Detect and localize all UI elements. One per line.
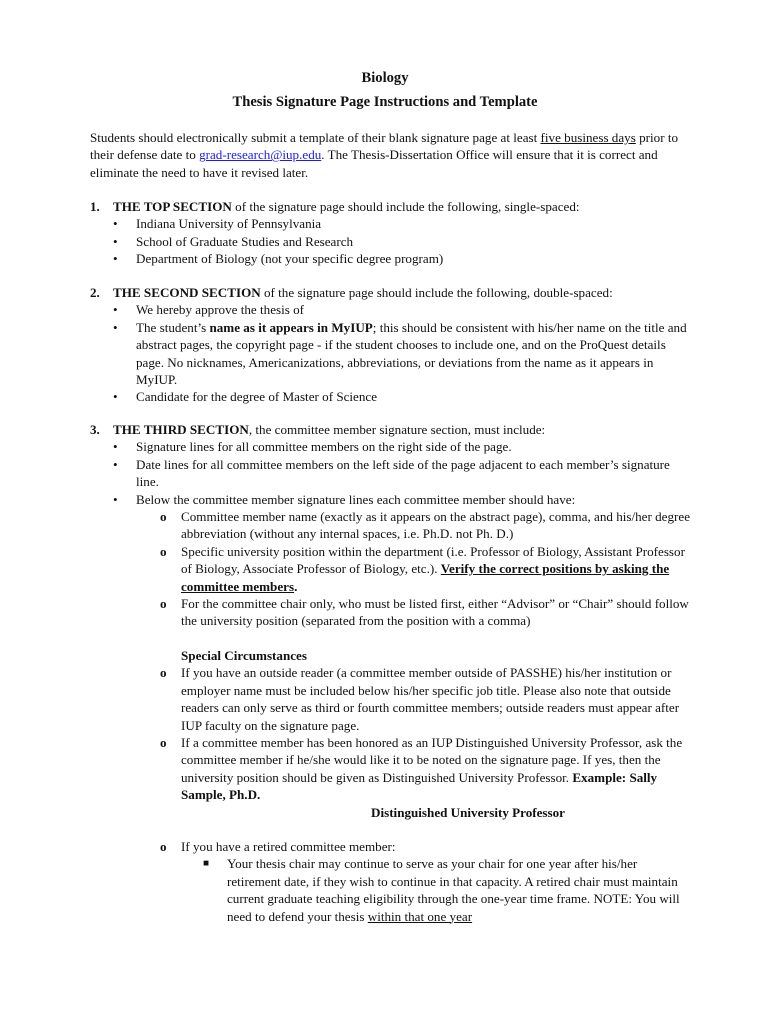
list-item: • School of Graduate Studies and Research <box>90 233 690 250</box>
sub-list-item: o If you have an outside reader (a committee member outside of PASSHE) his/her institution or employer name must be included below his/her specific job title. Please also note that outside readers can only serve as third or fourth committee members; outside readers must appear after IUP faculty on the signature page. <box>90 664 690 734</box>
section-1-list <box>90 215 690 267</box>
section-3-heading: THE THIRD SECTION, the committee member signature section, must include: <box>113 422 546 437</box>
nested-list-item: ■ Your thesis chair may continue to serve as your chair for one year after his/her retirement date, if they wish to continue in that capacity. A retired chair must maintain current graduate teaching eligibility through the one-year time frame. NOTE: You will need to defend your thesis within that one year <box>181 855 690 925</box>
email-link[interactable]: grad-research@iup.edu <box>199 147 322 163</box>
list-item: • The student’s name as it appears in MyIUP; this should be consistent with his/her name on the title and abstract pages, the copyright page - if the student chooses to include one, and on the ProQuest details page. No nicknames, Americanizations, abbreviations, or deviations from the name as it appears in MyIUP. <box>90 319 690 389</box>
page-title: Biology <box>361 70 409 86</box>
deadline-text: five business days <box>540 130 636 145</box>
section-2-heading: THE SECOND SECTION of the signature page should include the following, double-spaced: <box>113 285 613 300</box>
sub-list-item: o Committee member name (exactly as it appears on the abstract page), comma, and his/her degree abbreviation (without any internal spaces, i.e. Ph.D. not Ph. D.) <box>90 508 690 543</box>
example-label: Example: Sally Sample, Ph.D. <box>181 769 658 803</box>
list-item: • Below the committee member signature lines each committee member should have: <box>90 491 690 508</box>
section-3 <box>90 421 690 925</box>
list-item: • Indiana University of Pennsylvania <box>90 215 690 232</box>
section-3-sublist-2 <box>90 838 690 925</box>
list-item: • Signature lines for all committee members on the right side of the page. <box>90 438 690 455</box>
retired-member-list <box>181 855 690 925</box>
section-1 <box>90 198 690 268</box>
section-2 <box>90 284 690 406</box>
section-3-number: 3. <box>90 422 100 437</box>
list-item: • Date lines for all committee members on the left side of the page adjacent to each member’s signature line. <box>90 456 690 491</box>
list-item: • We hereby approve the thesis of <box>90 301 690 318</box>
list-item: • Candidate for the degree of Master of Science <box>90 388 690 405</box>
section-3-list <box>90 438 690 508</box>
section-2-number: 2. <box>90 285 100 300</box>
special-circumstances-heading: Special Circumstances <box>181 647 307 663</box>
section-3-sublist <box>90 508 690 821</box>
list-item: • Department of Biology (not your specific degree program) <box>90 250 690 267</box>
section-2-list <box>90 301 690 405</box>
sub-list-item: o For the committee chair only, who must be listed first, either “Advisor” or “Chair” should follow the university position (separated from the position with a comma) <box>90 595 690 630</box>
intro-paragraph: Students should electronically submit a template of their blank signature page at least five business days prior to their defense date to grad-research@iup.edu. The Thesis-Dissertation Office will ensure that it is correct and eliminate the need to have it revised later. <box>90 130 679 180</box>
verify-note: Verify the correct positions by asking the committee members <box>181 561 670 594</box>
page-subtitle: Thesis Signature Page Instructions and Template <box>232 94 538 110</box>
example-title: Distinguished University Professor <box>371 804 565 820</box>
section-1-heading: THE TOP SECTION of the signature page should include the following, single-spaced: <box>113 199 580 214</box>
sub-list-item: o If a committee member has been honored as an IUP Distinguished University Professor, ask the committee member if he/she would like it to be noted on the signature page. If yes, then the university position should be given as Distinguished University Professor. Example: Sally Sample, Ph.D. Distinguished University Professor <box>90 734 690 821</box>
section-1-number: 1. <box>90 199 100 214</box>
sub-list-item: o If you have a retired committee member: ■ Your thesis chair may continue to serve as your chair for one year after his/her retirement date, if they wish to continue in that capacity. A retired chair must maintain current graduate teaching eligibility through the one-year time frame. NOTE: You will need to defend your thesis within that one year <box>90 838 690 925</box>
sub-list-item: o Specific university position within the department (i.e. Professor of Biology, Assistant Professor of Biology, Associate Professor of Biology, etc.). Verify the correct positions by asking the committee members. <box>90 543 690 595</box>
